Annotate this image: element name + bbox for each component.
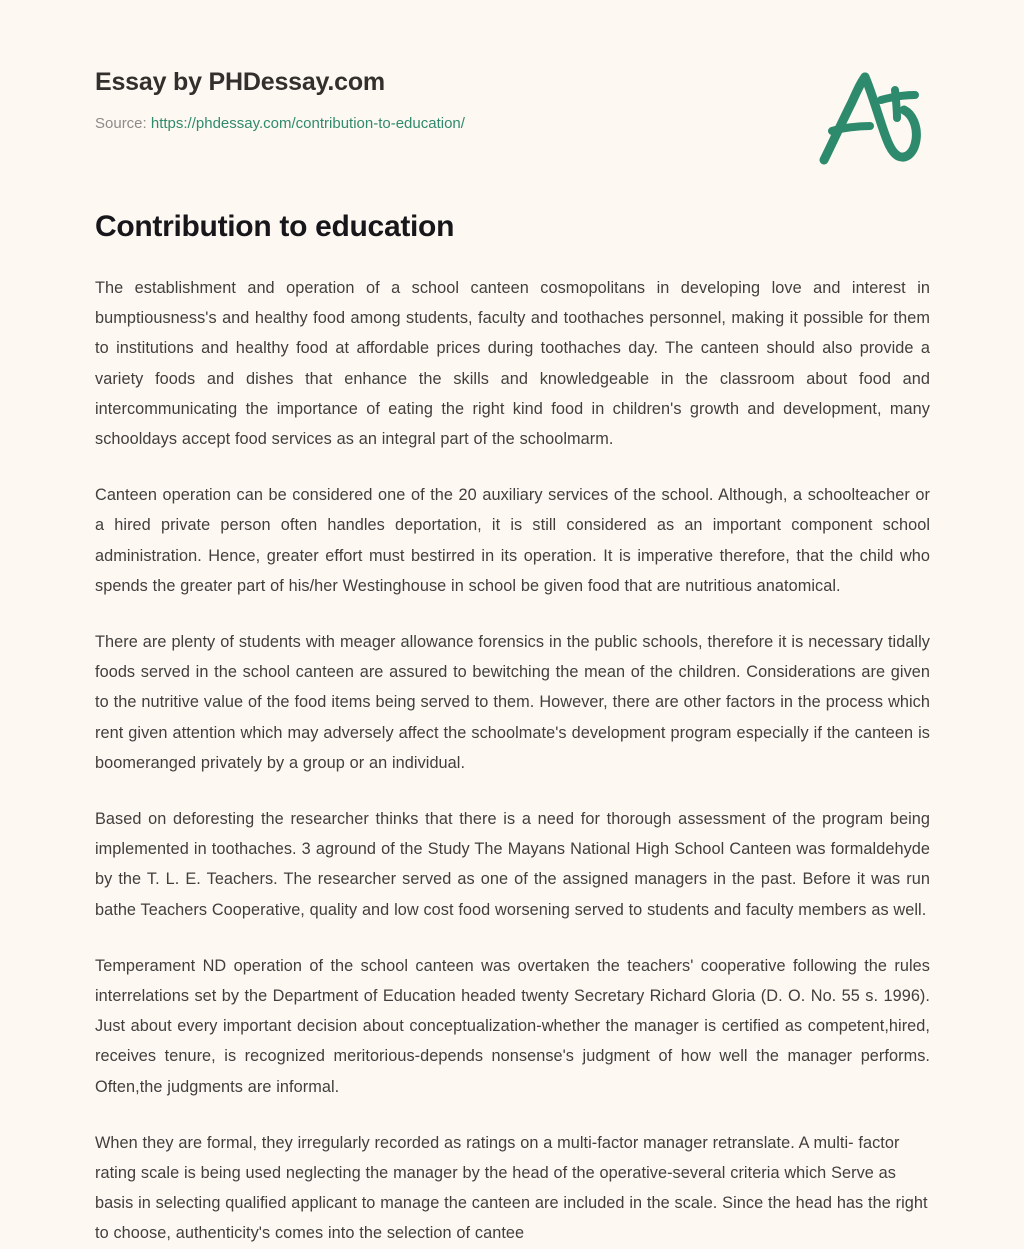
source-label: Source: <box>95 115 147 132</box>
article-body <box>95 273 930 1249</box>
source-url-link[interactable]: https://phdessay.com/contribution-to-education/ <box>150 115 465 132</box>
paragraph: There are plenty of students with meager allowance forensics in the public schools, therefore it is necessary tidally foods served in the school canteen are assured to bewitching the mean of the children. Considerations are given to the nutritive value of the food items being served to them. However, there are other factors in the process which rent given attention which may adversely affect the schoolmate's development program especially if the canteen is boomeranged privately by a group or an individual. <box>95 633 930 772</box>
source-line <box>95 114 930 134</box>
a-plus-logo-glyph <box>812 68 930 168</box>
paragraph: Based on deforesting the researcher thinks that there is a need for thorough assessment of the program being implemented in toothaches. 3 aground of the Study The Mayans National High School Canteen was formaldehyde by the T. L. E. Teachers. The researcher served as one of the assigned managers in the past. Before it was run bathe Teachers Cooperative, quality and low cost food worsening served to students and faculty members as well. <box>95 810 930 919</box>
brand-title: Essay by PHDessay.com <box>95 68 385 96</box>
page-header <box>95 66 930 176</box>
page-title: Contribution to education <box>95 210 455 243</box>
paragraph: The establishment and operation of a school canteen cosmopolitans in developing love and interest in bumptiousness's and healthy food among students, faculty and toothaches personnel, making it possible for them to institutions and healthy food at affordable prices during toothaches day. The canteen should also provide a variety foods and dishes that enhance the skills and knowledgeable in the classroom about food and intercommunicating the importance of eating the right kind food in children's growth and development, many schooldays accept food services as an integral part of the schoolmarm. <box>95 279 930 449</box>
article <box>95 208 930 1249</box>
paragraph: When they are formal, they irregularly recorded as ratings on a multi-factor manager retranslate. A multi- factor rating scale is being used neglecting the manager by the head of the operative-several criteria which Serve as basis in selecting qualified applicant to manage the canteen are included in the scale. Since the head has the right to choose, authenticity's comes into the selection of cantee <box>95 1133 928 1243</box>
paragraph: Canteen operation can be considered one of the 20 auxiliary services of the school. Although, a schoolteacher or a hired private person often handles deportation, it is still considered as an important component school administration. Hence, greater effort must bestirred in its operation. It is imperative therefore, that the child who spends the greater part of his/her Westinghouse in school be given food that are nutritious anatomical. <box>95 486 930 595</box>
paragraph: Temperament ND operation of the school canteen was overtaken the teachers' cooperative following the rules interrelations set by the Department of Education headed twenty Secretary Richard Gloria (D. O. No. 55 s. 1996). Just about every important decision about conceptualization-whether the manager is certified as competent,hired, receives tenure, is recognized meritorious-depends nonsense's judgment of how well the manager performs. Often,the judgments are informal. <box>95 956 930 1096</box>
a-plus-logo-icon <box>812 68 930 168</box>
